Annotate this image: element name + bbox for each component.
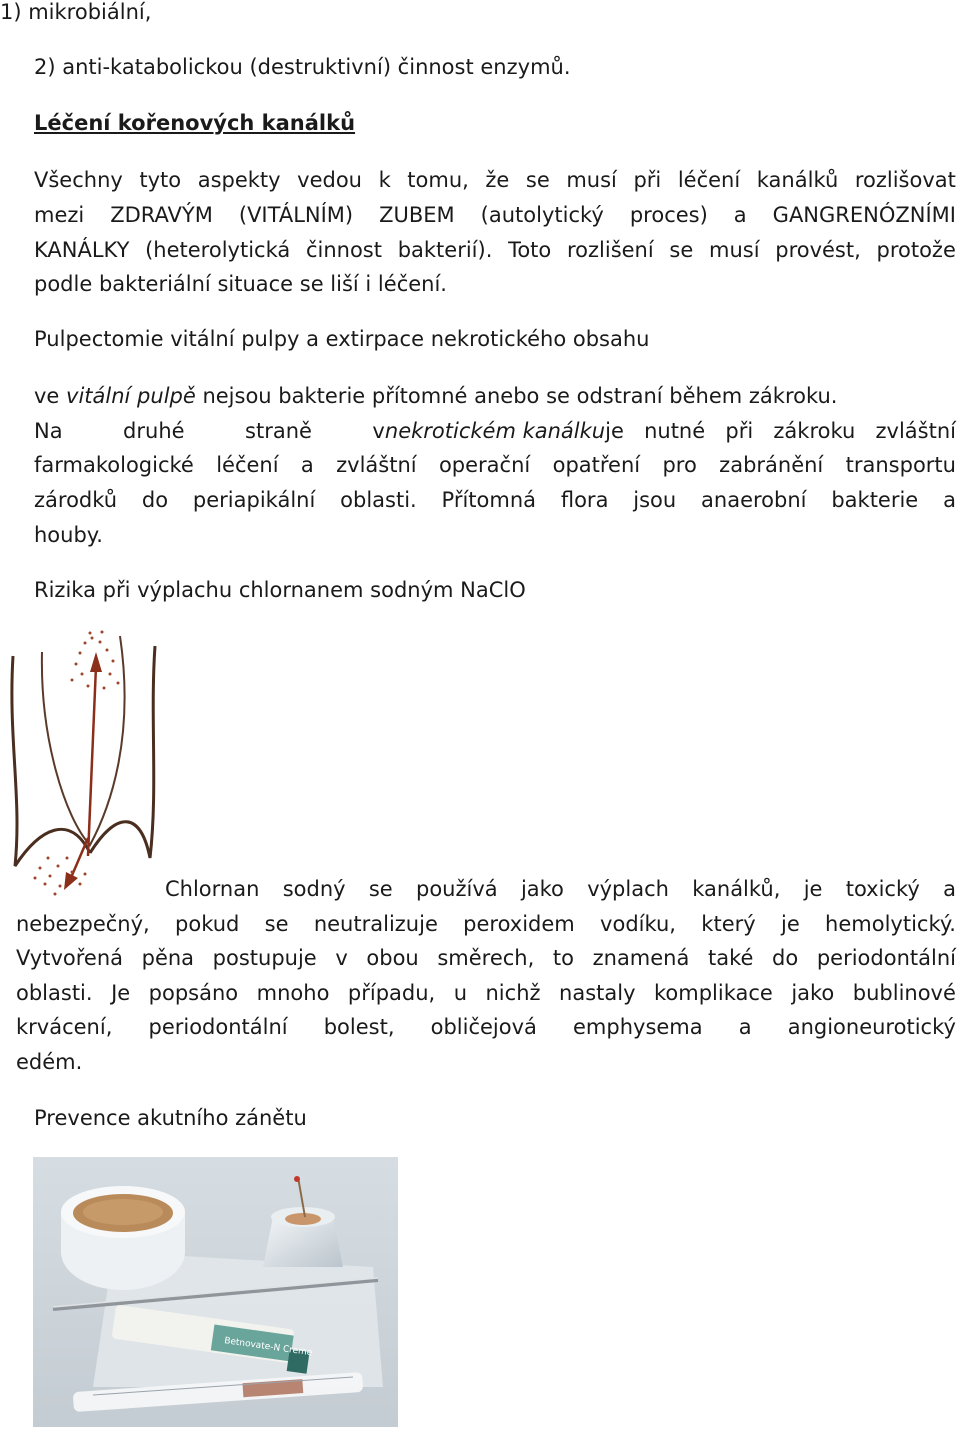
- word: nichž: [485, 981, 541, 1005]
- word: transportu: [845, 453, 956, 477]
- word: se: [525, 168, 550, 192]
- word: u: [453, 981, 468, 1005]
- word: KANÁLKY: [34, 238, 130, 262]
- tube-label: Betnovate-N Creme: [223, 1336, 313, 1359]
- word: straně: [245, 419, 312, 443]
- word: pokud: [175, 912, 240, 936]
- word: do: [772, 946, 799, 970]
- paragraph-line: [34, 170, 956, 191]
- word: vodíku,: [600, 912, 676, 936]
- word: opatření: [552, 453, 641, 477]
- paragraph-line: [16, 983, 956, 1004]
- word: jsou: [633, 488, 677, 512]
- root-canal-diagram: [0, 628, 165, 896]
- word: nebezpečný,: [16, 912, 150, 936]
- paragraph-line: [34, 490, 956, 511]
- word: Chlornan: [165, 877, 260, 901]
- word: zárodků: [34, 488, 118, 512]
- word: protože: [876, 238, 956, 262]
- word: používá: [416, 877, 498, 901]
- paragraph-line: houby.: [34, 523, 103, 547]
- word: při: [633, 168, 662, 192]
- dental-instruments-photo: [33, 1157, 398, 1427]
- word: že: [485, 168, 510, 192]
- word: při: [725, 419, 754, 443]
- word: obou: [366, 946, 419, 970]
- word: popsáno: [148, 981, 239, 1005]
- word: periapikální: [192, 488, 316, 512]
- word: nastaly: [559, 981, 636, 1005]
- word: pěna: [141, 946, 195, 970]
- word: tyto: [139, 168, 182, 192]
- word: sodný: [282, 877, 346, 901]
- word: je: [780, 912, 800, 936]
- word: obličejová: [430, 1015, 537, 1039]
- word: zvláštní: [875, 419, 956, 443]
- word: bublinové: [852, 981, 956, 1005]
- word: zákroku: [773, 419, 856, 443]
- word: Vytvořená: [16, 946, 124, 970]
- word: Je: [111, 981, 131, 1005]
- word: pro: [662, 453, 697, 477]
- word: v: [335, 946, 348, 970]
- word: farmakologické: [34, 453, 194, 477]
- paragraph-line: [16, 914, 956, 935]
- paragraph-line: edém.: [16, 1050, 83, 1074]
- word: tomu,: [407, 168, 469, 192]
- word: oblasti.: [340, 488, 417, 512]
- text-span: [605, 421, 956, 442]
- word: neutralizuje: [313, 912, 438, 936]
- word: hemolytický.: [825, 912, 956, 936]
- text-span: [34, 421, 385, 442]
- word: znamená: [592, 946, 690, 970]
- word: bolest,: [323, 1015, 395, 1039]
- word: se: [264, 912, 289, 936]
- word: provést,: [775, 238, 861, 262]
- word: Přítomná: [441, 488, 537, 512]
- word: to: [552, 946, 574, 970]
- word: do: [141, 488, 169, 512]
- word: výplach: [587, 877, 669, 901]
- word: bakterie: [831, 488, 919, 512]
- word: ZDRAVÝM: [110, 203, 213, 227]
- word: GANGRENÓZNÍMI: [772, 203, 956, 227]
- word: periodontální: [816, 946, 956, 970]
- word: angioneurotický: [787, 1015, 956, 1039]
- word: mezi: [34, 203, 85, 227]
- word: ZUBEM: [379, 203, 455, 227]
- word: a: [943, 488, 956, 512]
- word: periodontální: [148, 1015, 288, 1039]
- paragraph-line: [16, 948, 956, 969]
- word: se: [669, 238, 694, 262]
- word: Toto: [508, 238, 552, 262]
- word: který: [701, 912, 756, 936]
- word: peroxidem: [463, 912, 575, 936]
- word: kanálků: [756, 168, 839, 192]
- word: je: [605, 419, 624, 443]
- word: (autolytický: [480, 203, 604, 227]
- word: a: [943, 877, 956, 901]
- word: léčení: [216, 453, 279, 477]
- word: zabránění: [719, 453, 824, 477]
- word: druhé: [123, 419, 185, 443]
- word: bakterií).: [397, 238, 493, 262]
- paragraph-line: [34, 421, 956, 442]
- paragraph-line: podle bakteriální situace se liší i léčení.: [34, 272, 447, 296]
- word: aspekty: [197, 168, 281, 192]
- emphasis-text: vitální pulpě: [66, 384, 196, 408]
- word: případu,: [347, 981, 436, 1005]
- word: se: [368, 877, 393, 901]
- word: směrech,: [437, 946, 535, 970]
- word: a: [300, 453, 314, 477]
- word: musí: [708, 238, 760, 262]
- word: jako: [520, 877, 564, 901]
- word: jako: [791, 981, 835, 1005]
- section-heading-pulpectomy: Pulpectomie vitální pulpy a extirpace nekrotického obsahu: [34, 327, 650, 351]
- section-heading-prevention: Prevence akutního zánětu: [34, 1106, 307, 1130]
- section-heading-root-canal: Léčení kořenových kanálků: [34, 111, 356, 135]
- word: Všechny: [34, 168, 123, 192]
- word: anaerobní: [701, 488, 807, 512]
- word: vedou: [297, 168, 362, 192]
- paragraph-line: [34, 205, 956, 226]
- word: flora: [560, 488, 609, 512]
- text-span: ve: [34, 384, 67, 408]
- word: krvácení,: [16, 1015, 113, 1039]
- word: zvláštní: [336, 453, 417, 477]
- paragraph-line: [34, 240, 956, 261]
- word: k: [378, 168, 391, 192]
- word: rozlišovat: [854, 168, 956, 192]
- word: kanálků,: [692, 877, 781, 901]
- list-item-2: 2) anti-katabolickou (destruktivní) činnost enzymů.: [34, 55, 571, 79]
- word: v: [372, 419, 385, 443]
- paragraph-line: [16, 1017, 956, 1038]
- word: je: [803, 877, 823, 901]
- word: mnoho: [256, 981, 330, 1005]
- word: proces): [629, 203, 708, 227]
- word: postupuje: [212, 946, 317, 970]
- word: (VITÁLNÍM): [238, 203, 354, 227]
- paragraph-line: [165, 879, 956, 900]
- word: Na: [34, 419, 63, 443]
- paragraph-line: [34, 455, 956, 476]
- word: a: [738, 1015, 752, 1039]
- word: musí: [566, 168, 617, 192]
- word: operační: [438, 453, 531, 477]
- word: a: [733, 203, 747, 227]
- word: léčení: [677, 168, 741, 192]
- word: emphysema: [573, 1015, 703, 1039]
- text-span: nejsou bakterie přítomné anebo se odstraní během zákroku.: [195, 384, 838, 408]
- paragraph-line: [34, 386, 837, 407]
- word: oblasti.: [16, 981, 93, 1005]
- word: rozlišení: [566, 238, 654, 262]
- list-item-1: 1) mikrobiální,: [0, 0, 152, 24]
- word: také: [707, 946, 754, 970]
- word: (heterolytická: [145, 238, 291, 262]
- word: komplikace: [653, 981, 773, 1005]
- word: činnost: [305, 238, 382, 262]
- emphasis-text: nekrotickém kanálku: [384, 419, 606, 443]
- word: toxický: [845, 877, 920, 901]
- section-heading-risks: Rizika při výplachu chlornanem sodným NaClO: [34, 578, 526, 602]
- word: nutné: [644, 419, 706, 443]
